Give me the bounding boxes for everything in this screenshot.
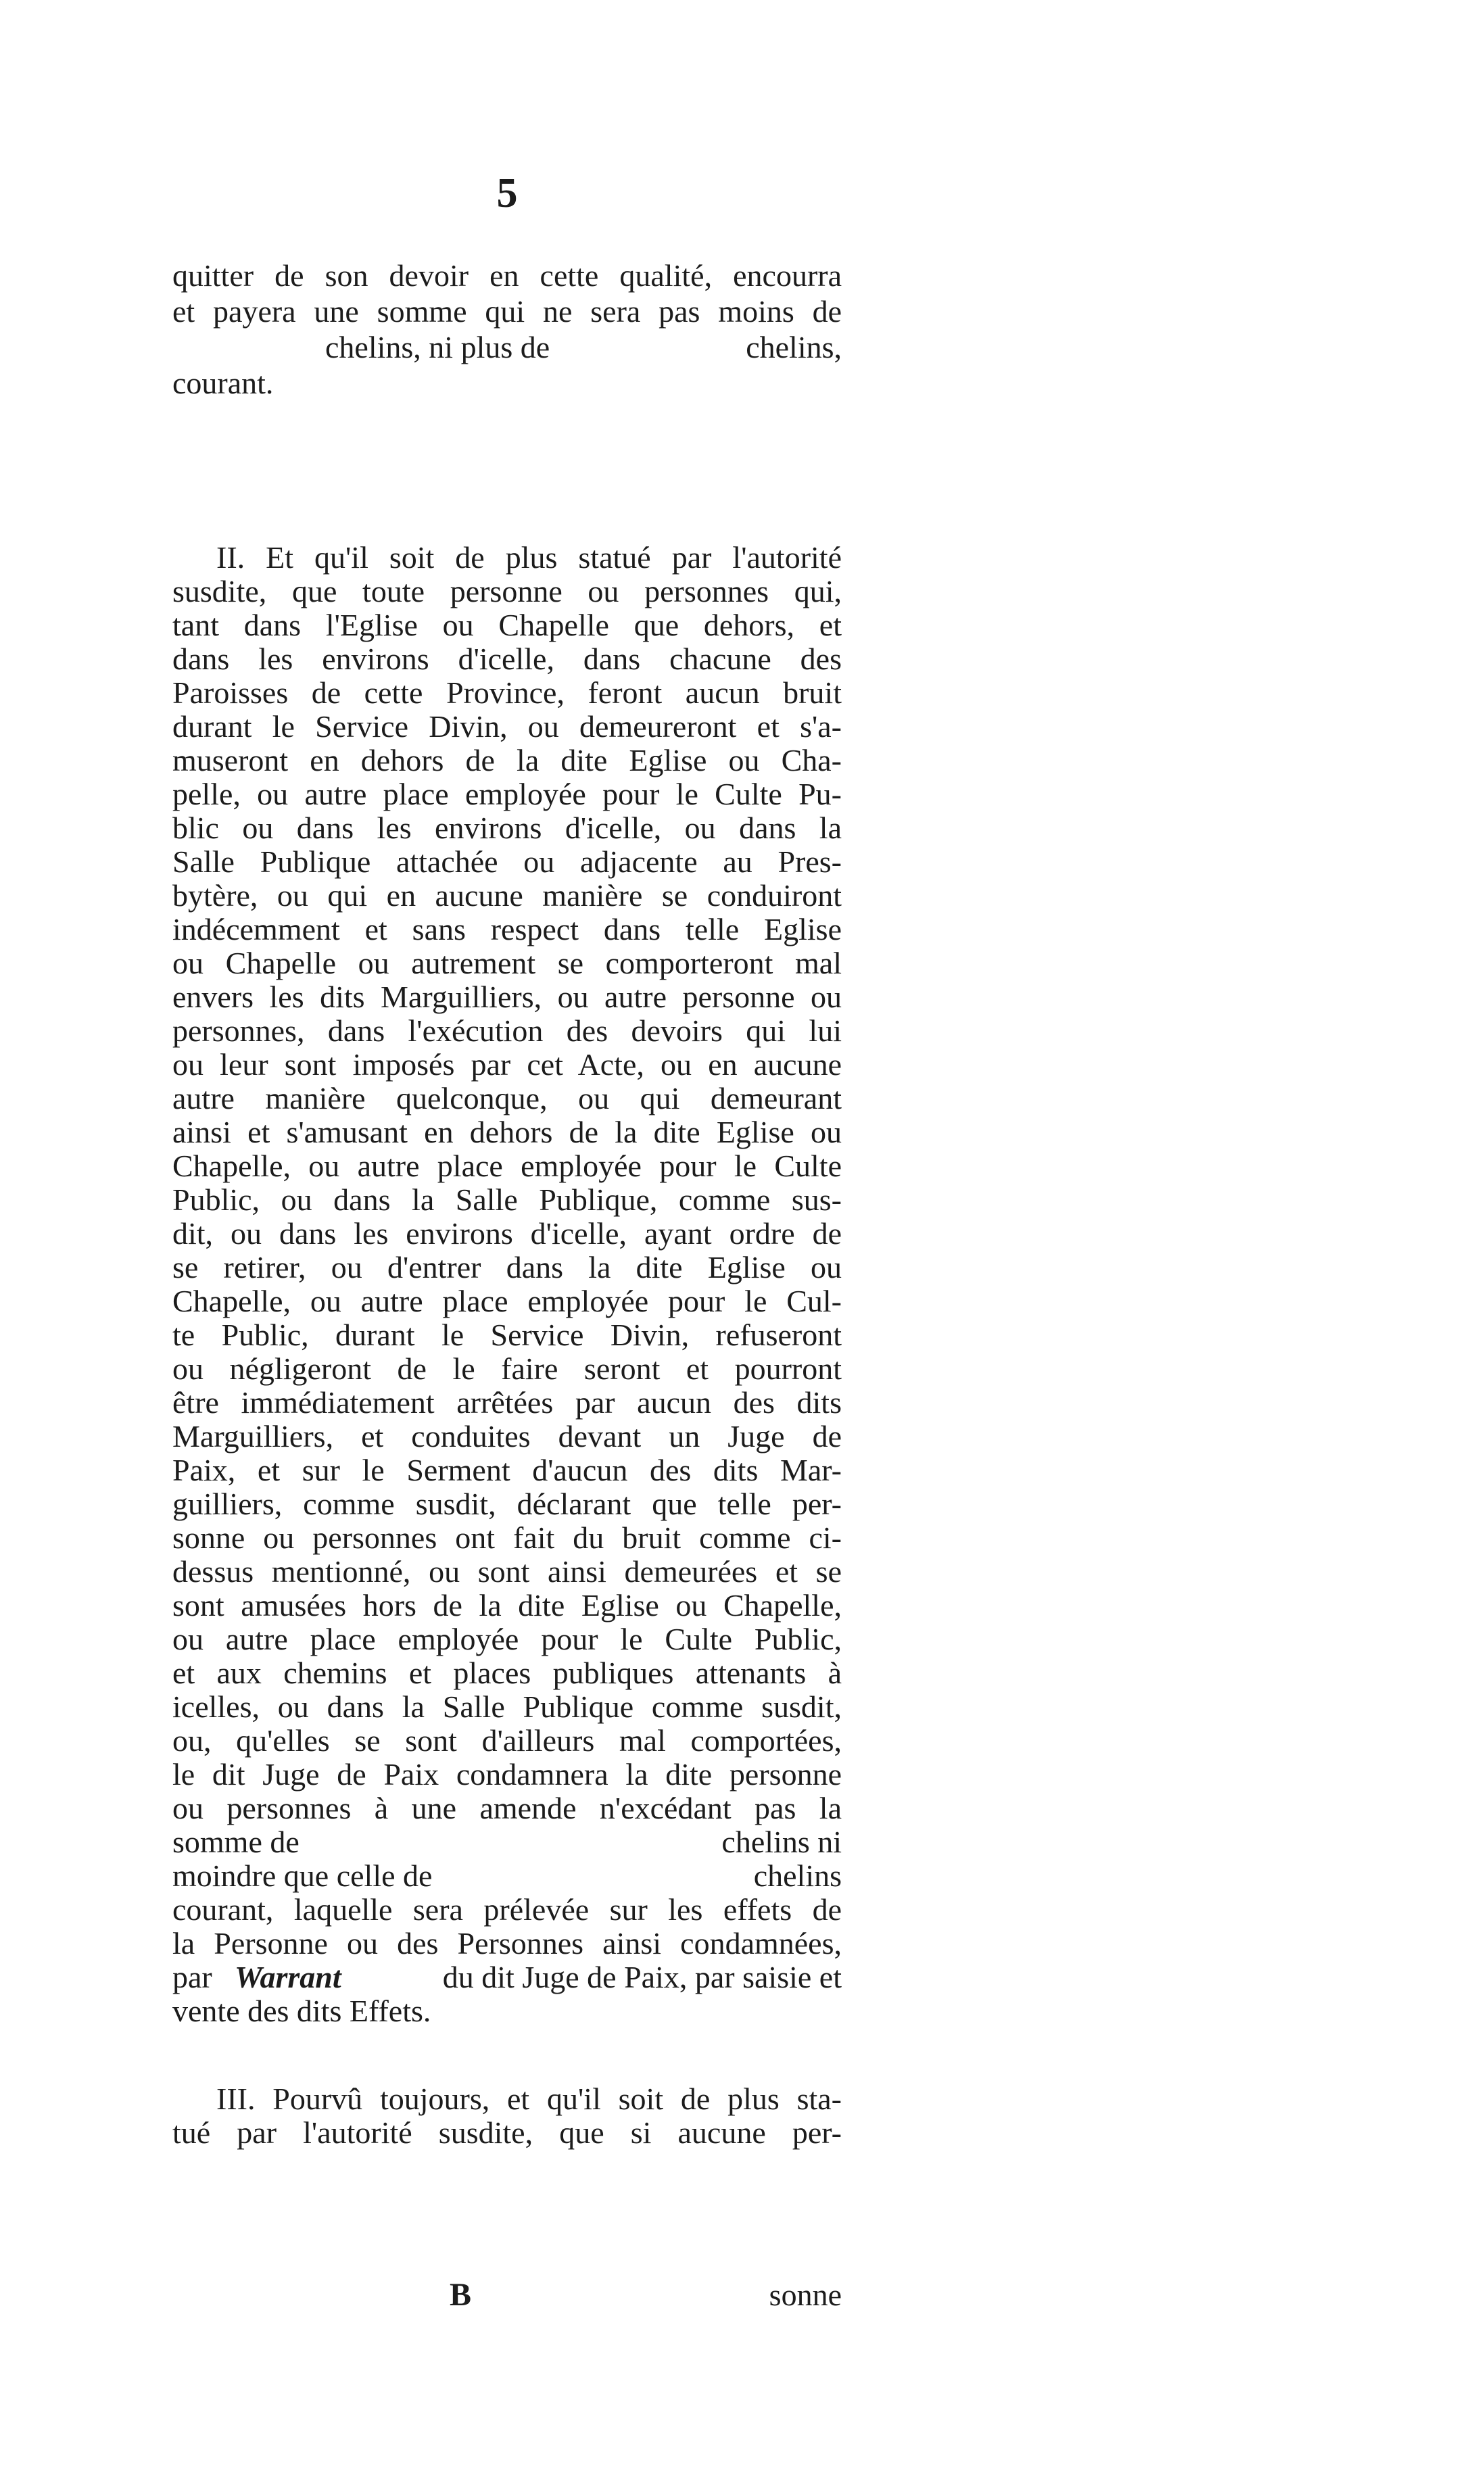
text-line: la Personne ou des Personnes ainsi condamnées, [172,1926,842,1961]
text-line: guilliers, comme susdit, déclarant que telle per- [172,1487,842,1521]
text-line: icelles, ou dans la Salle Publique comme susdit, [172,1689,842,1724]
text-line: sont amusées hors de la dite Eglise ou Chapelle, [172,1588,842,1622]
text-line: sonne ou personnes ont fait du bruit comme ci- [172,1520,842,1555]
text-line: dit, ou dans les environs d'icelle, ayant ordre de [172,1216,842,1251]
text-line: Chapelle, ou autre place employée pour le Cul- [172,1284,842,1318]
text-line: ainsi et s'amusant en dehors de la dite Eglise ou [172,1115,842,1149]
text-line: blic ou dans les environs d'icelle, ou dans la [172,811,842,845]
text-fragment: chelins, [746,330,842,364]
text-line: Chapelle, ou autre place employée pour le Culte [172,1149,842,1183]
signature-mark: B [450,2277,472,2313]
text-line [172,1961,842,1994]
text-line: ou, qu'elles se sont d'ailleurs mal comportées, [172,1723,842,1758]
text-fragment: chelins [753,1858,842,1893]
text-line [172,1859,842,1893]
text-line: Salle Publique attachée ou adjacente au Pres- [172,844,842,879]
text-line: bytère, ou qui en aucune manière se conduiront [172,878,842,913]
text-line: personnes, dans l'exécution des devoirs qui lui [172,1013,842,1048]
text-line: le dit Juge de Paix condamnera la dite personne [172,1757,842,1791]
text-line: Paix, et sur le Serment d'aucun des dits Mar- [172,1453,842,1487]
text-line: ou personnes à une amende n'excédant pas la [172,1791,842,1825]
text-fragment: par [172,1960,212,1994]
text-line: courant. [172,366,274,400]
text-line: ou Chapelle ou autrement se comporteront mal [172,946,842,980]
text-line: indécemment et sans respect dans telle Eglise [172,912,842,946]
text-line: dans les environs d'icelle, dans chacune des [172,642,842,676]
text-line: tué par l'autorité susdite, que si aucune per- [172,2115,842,2150]
text-line: dessus mentionné, ou sont ainsi demeurées et se [172,1554,842,1589]
text-line: pelle, ou autre place employée pour le Culte Pu- [172,777,842,811]
text-line: te Public, durant le Service Divin, refuseront [172,1318,842,1352]
text-fragment: somme de [172,1825,300,1859]
catchword: sonne [769,2278,842,2312]
text-fragment: du dit Juge de Paix, par saisie et [442,1960,842,1994]
text-fragment: moindre que celle de [172,1858,433,1893]
text-line: Marguilliers, et conduites devant un Juge de [172,1419,842,1453]
text-fragment: chelins, ni plus de [325,330,550,364]
text-line: ou négligeront de le faire seront et pourront [172,1351,842,1386]
page-number: 5 [496,170,518,216]
text-line: envers les dits Marguilliers, ou autre personne ou [172,980,842,1014]
text-fragment: chelins ni [721,1825,842,1859]
text-line: courant, laquelle sera prélevée sur les effets de [172,1892,842,1927]
text-line: Paroisses de cette Province, feront aucun bruit [172,675,842,710]
text-line: se retirer, ou d'entrer dans la dite Eglise ou [172,1250,842,1284]
text-line: museront en dehors de la dite Eglise ou Cha- [172,743,842,777]
text-line: quitter de son devoir en cette qualité, encourra [172,258,842,293]
text-line: et aux chemins et places publiques attenants à [172,1656,842,1690]
text-fragment-italic: Warrant [235,1960,341,1994]
text-line [172,331,842,364]
text-line: tant dans l'Eglise ou Chapelle que dehors, et [172,608,842,642]
text-line: ou leur sont imposés par cet Acte, ou en aucune [172,1047,842,1082]
text-line: et payera une somme qui ne sera pas moins de [172,294,842,329]
text-line [172,1825,842,1859]
text-line: vente des dits Effets. [172,1994,431,2028]
text-line: être immédiatement arrêtées par aucun des dits [172,1385,842,1420]
text-line: durant le Service Divin, ou demeureront et s'a- [172,709,842,744]
text-line: Public, ou dans la Salle Publique, comme sus- [172,1182,842,1217]
text-line: II. Et qu'il soit de plus statué par l'autorité [216,540,842,575]
text-line: ou autre place employée pour le Culte Public, [172,1622,842,1656]
text-line: susdite, que toute personne ou personnes qui, [172,574,842,608]
text-line: III. Pourvû toujours, et qu'il soit de plus sta- [216,2082,842,2116]
text-line: autre manière quelconque, ou qui demeurant [172,1081,842,1115]
